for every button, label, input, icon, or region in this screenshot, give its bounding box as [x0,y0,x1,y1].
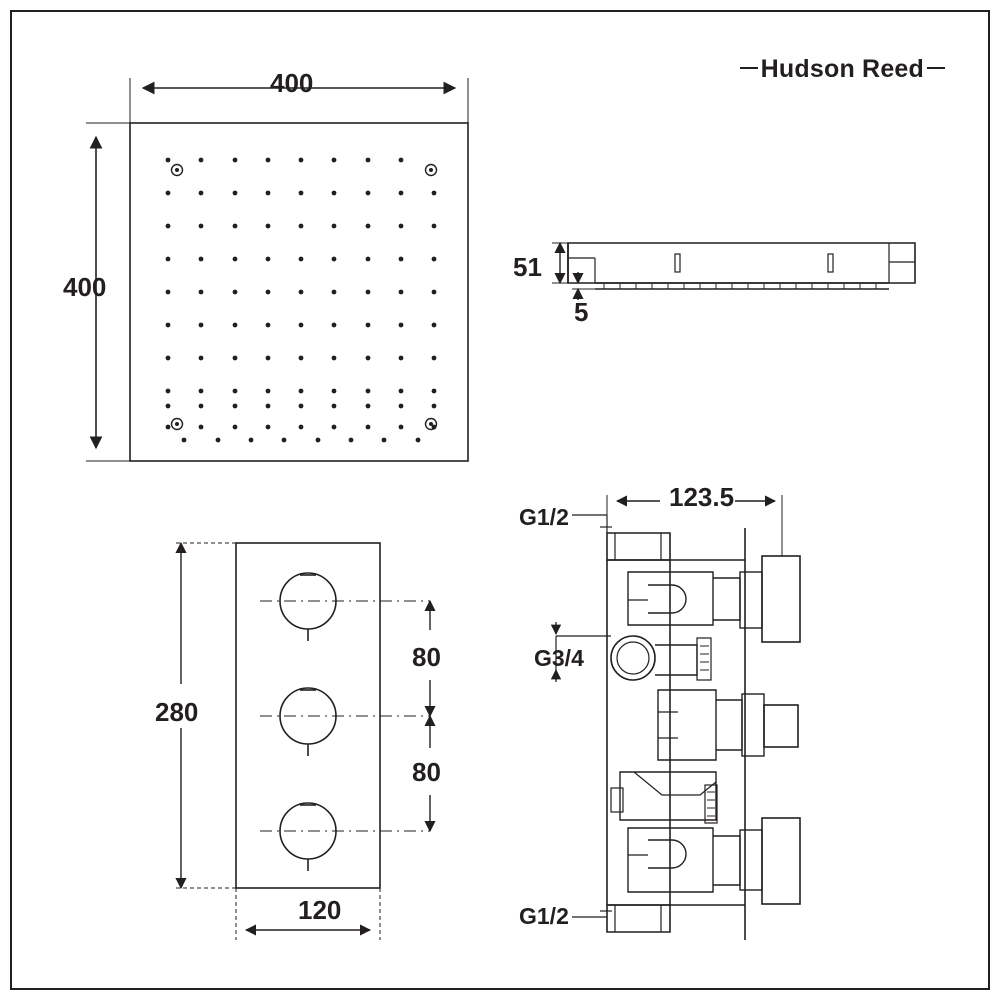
valve-body-inlet-top-label: G1/2 [519,504,569,530]
head-plan-view [86,78,468,461]
head-side-plate-label: 5 [574,297,589,327]
head-plan-height-label: 400 [63,272,107,302]
brand-name: Hudson Reed [760,55,924,83]
valve-body-depth-dimension [607,495,782,556]
head-plan-width-label: 400 [270,68,314,98]
valve-plate-spacing-lower-label: 80 [412,757,441,787]
head-side-plate-dimension [572,272,595,300]
valve-body-depth-label: 123.5 [669,482,735,512]
valve-body-view [556,495,800,940]
valve-plate-width-label: 120 [298,895,342,925]
head-side-thickness-label: 51 [513,252,542,282]
valve-body-inlet-mid-leader [556,622,611,682]
valve-body-inlet-bottom-label: G1/2 [519,903,569,929]
head-side-view [552,243,915,300]
valve-plate-width-dimension [236,888,380,940]
valve-plate-height-dimension [175,543,236,888]
head-plan-height-dimension [86,123,130,461]
valve-body-inlet-bottom-leader [572,911,612,917]
valve-body-inlet-top-leader [572,515,612,533]
valve-plate-spacing-upper-label: 80 [412,642,441,672]
valve-body-inlet-mid-label: G3/4 [534,645,584,671]
valve-plate-view [175,543,430,940]
head-side-thickness-dimension [552,243,568,283]
head-plan-width-dimension [130,78,468,123]
valve-plate-height-label: 280 [155,697,199,727]
